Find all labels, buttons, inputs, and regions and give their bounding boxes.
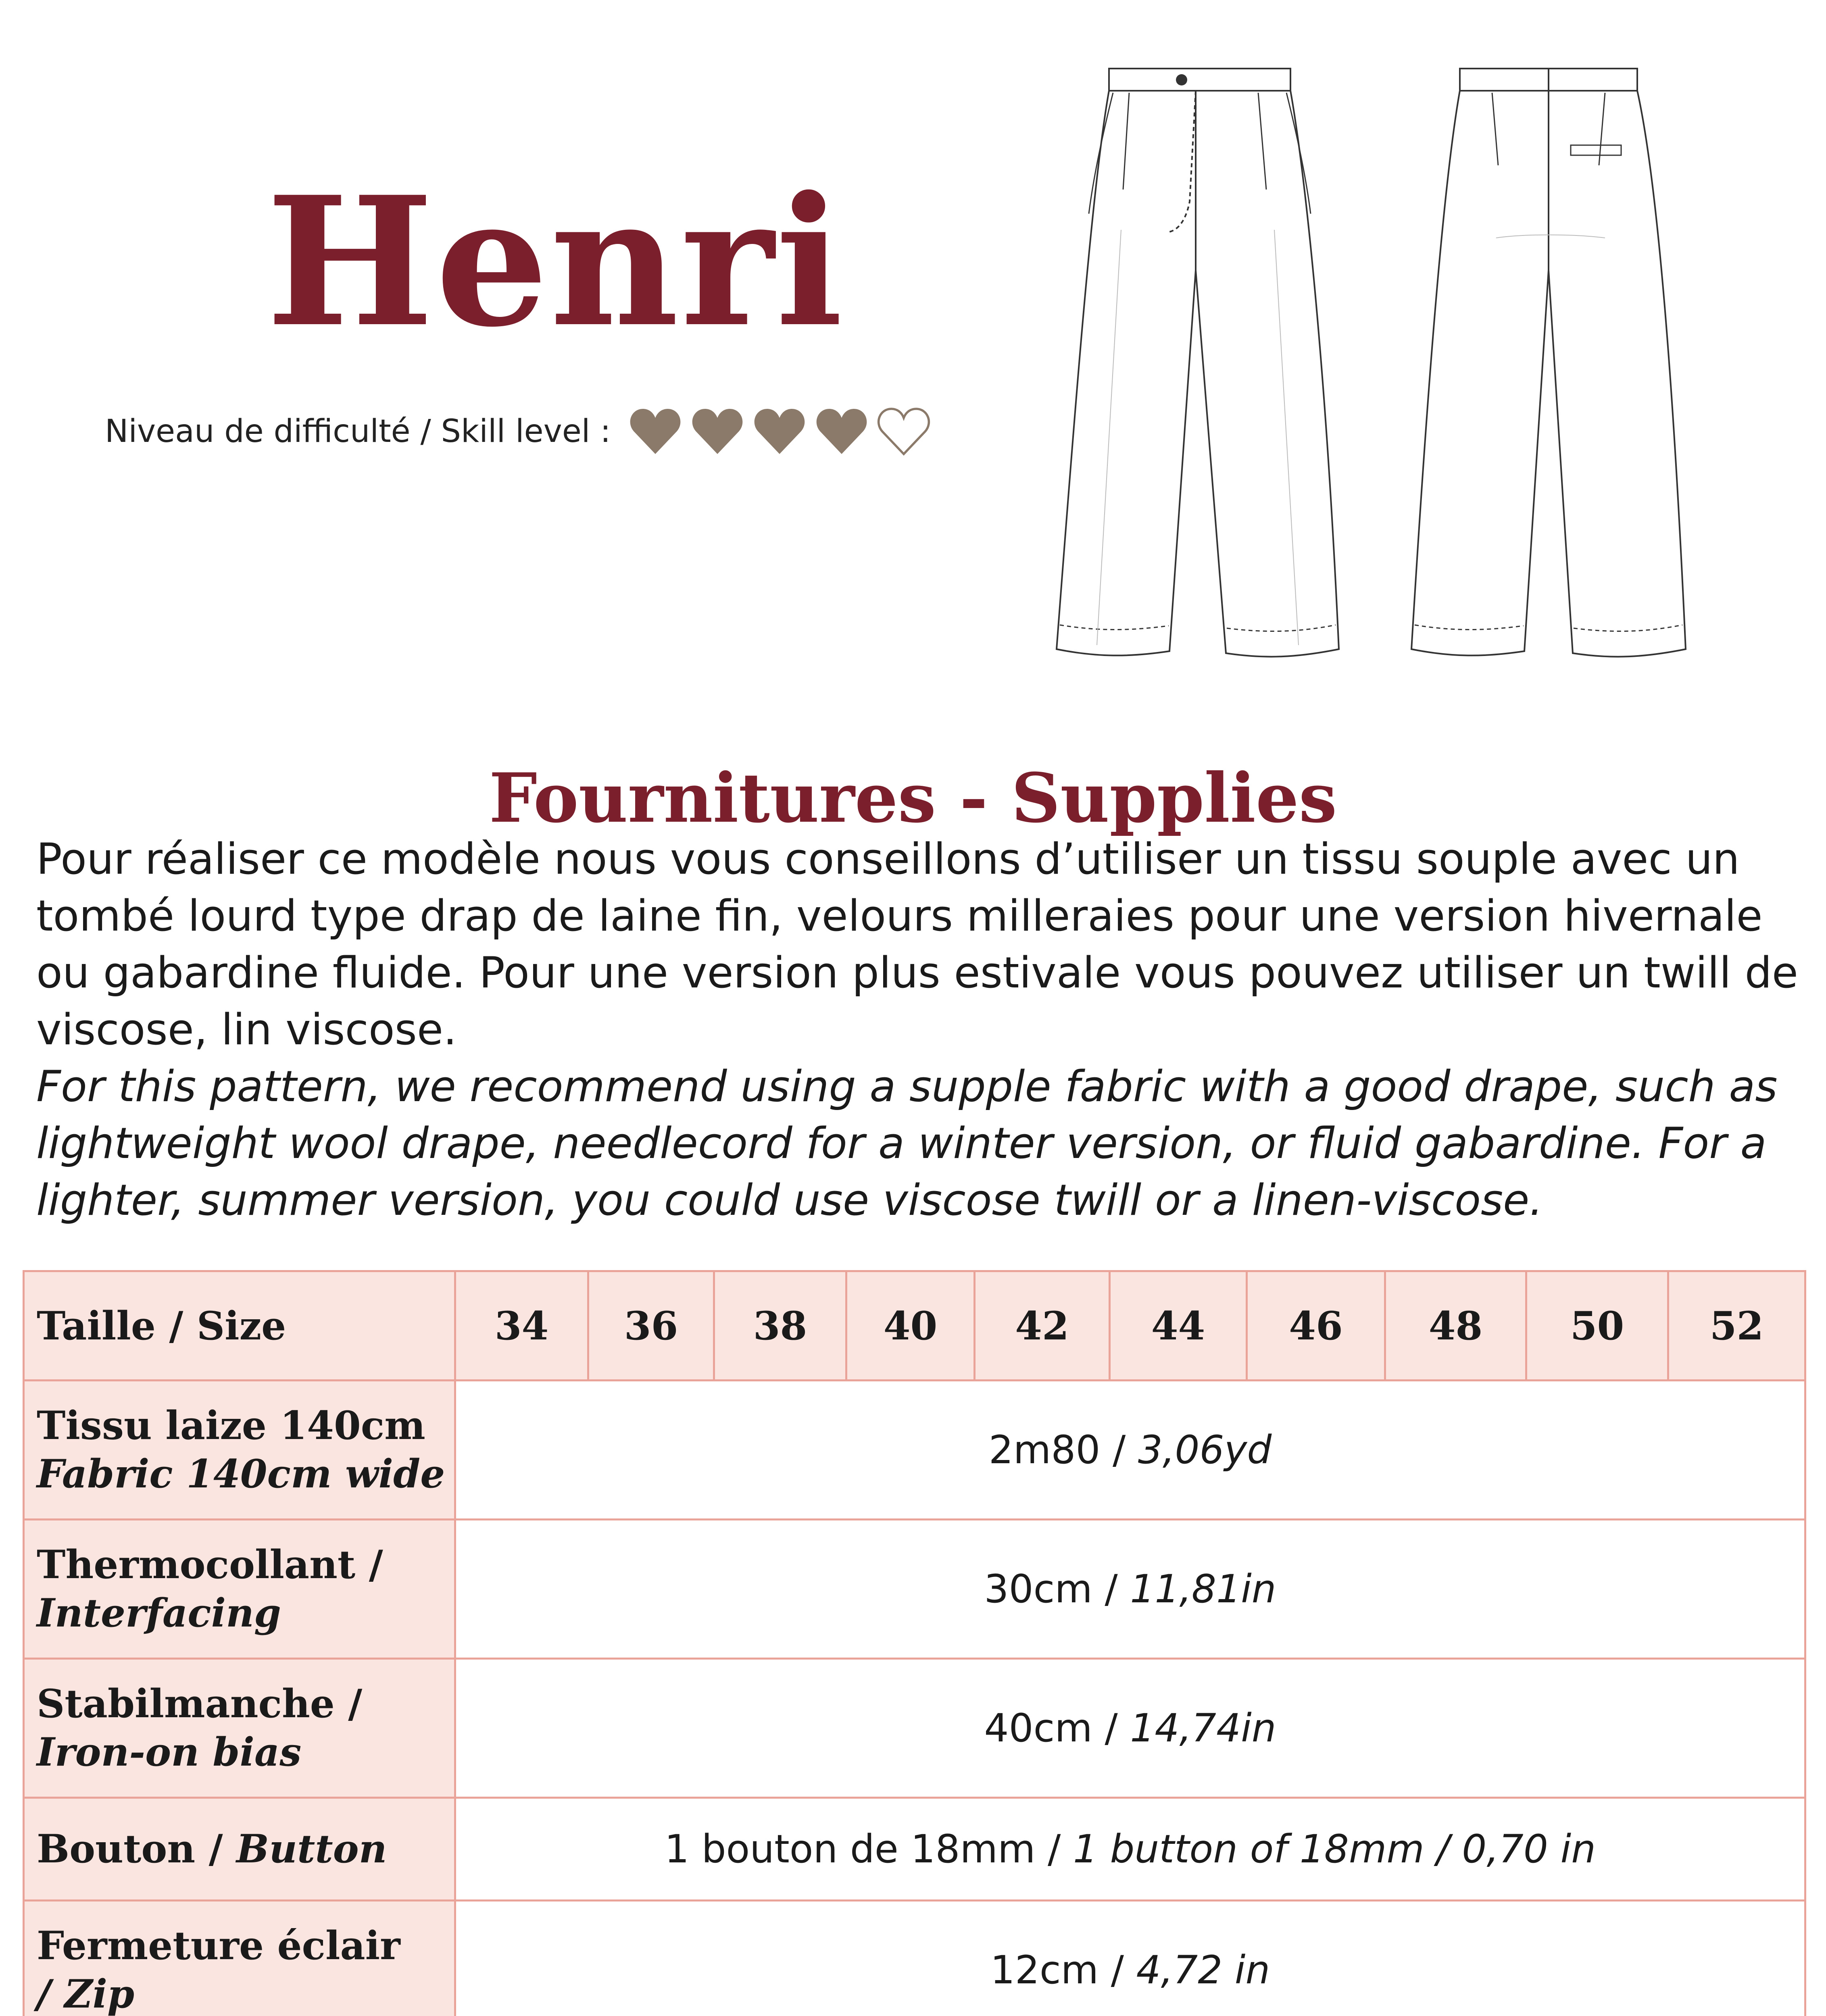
table-row — [24, 1659, 1805, 1798]
pattern-title: Henri — [266, 158, 845, 366]
size-cell: 44 — [1110, 1271, 1247, 1381]
size-cell: 42 — [975, 1271, 1110, 1381]
size-cell: 48 — [1385, 1271, 1526, 1381]
row-value: 12cm / 4,72 in — [455, 1901, 1805, 2016]
heart-outline-icon — [875, 403, 932, 460]
size-cell: 40 — [846, 1271, 975, 1381]
table-row — [24, 1901, 1805, 2016]
size-cell: 34 — [455, 1271, 588, 1381]
table-row — [24, 1520, 1805, 1659]
size-cell: 50 — [1526, 1271, 1668, 1381]
row-value: 1 bouton de 18mm / 1 button of 18mm / 0,70 in — [455, 1798, 1805, 1901]
size-label: Taille / Size — [24, 1271, 455, 1381]
row-label: Thermocollant / Interfacing — [24, 1520, 455, 1659]
size-cell: 38 — [714, 1271, 846, 1381]
row-label: Bouton / Button — [24, 1798, 455, 1901]
intro-french: Pour réaliser ce modèle nous vous conseillons d’utiliser un tissu souple avec un tombé lourd type drap de laine fin, velours milleraies pour une version hivernale ou gabardine fluide. Pour une version plus estivale vous pouvez utiliser un twill de viscose, lin viscose. — [36, 834, 1798, 1054]
row-label: Stabilmanche / Iron-on bias — [24, 1659, 455, 1798]
supplies-intro — [36, 831, 1803, 1229]
heart-filled-icon — [813, 403, 870, 460]
heart-filled-icon — [627, 403, 684, 460]
supplies-heading: Fournitures - Supplies — [489, 758, 1337, 838]
size-cell: 36 — [588, 1271, 714, 1381]
skill-level — [105, 403, 932, 460]
row-label: Fermeture éclair / Zip — [24, 1901, 455, 2016]
intro-english: For this pattern, we recommend using a supple fabric with a good drape, such as lightweight wool drape, needlecord for a winter version, or fluid gabardine. For a lighter, summer version, you could use viscose twill or a linen-viscose. — [36, 1062, 1778, 1225]
supplies-table — [23, 1270, 1806, 2016]
row-label: Tissu laize 140cm Fabric 140cm wide — [24, 1381, 455, 1520]
skill-level-label: Niveau de difficulté / Skill level : — [105, 413, 611, 450]
size-header-row — [24, 1271, 1805, 1381]
table-row — [24, 1381, 1805, 1520]
size-cell: 46 — [1247, 1271, 1385, 1381]
row-value: 40cm / 14,74in — [455, 1659, 1805, 1798]
row-value: 2m80 / 3,06yd — [455, 1381, 1805, 1520]
heart-filled-icon — [689, 403, 746, 460]
table-row — [24, 1798, 1805, 1901]
heart-filled-icon — [751, 403, 808, 460]
size-cell: 52 — [1668, 1271, 1805, 1381]
skill-hearts — [627, 403, 932, 460]
trousers-back-sketch — [1403, 60, 1702, 706]
row-value: 30cm / 11,81in — [455, 1520, 1805, 1659]
trousers-front-sketch — [1048, 60, 1347, 706]
